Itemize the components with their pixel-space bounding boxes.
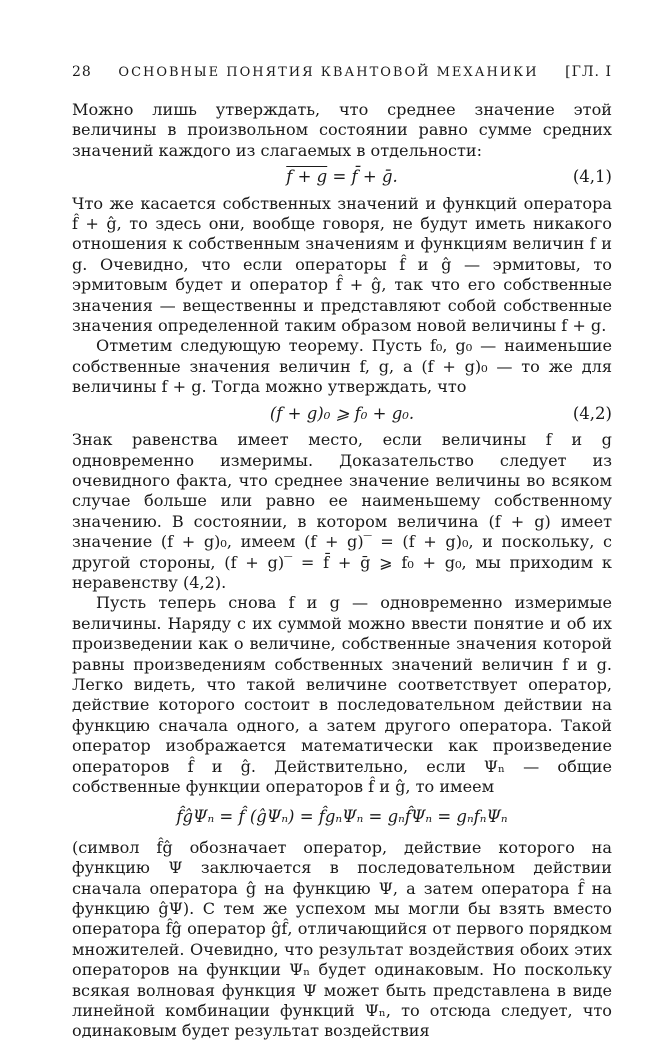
equation-4-2-number: (4,2) (572, 403, 612, 423)
equation-product (72, 807, 612, 827)
equation-4-1-lhs: f + g (286, 167, 328, 187)
equation-4-1 (72, 167, 612, 187)
equation-4-1-rhs: = f̄ + ḡ. (327, 167, 398, 187)
book-page (72, 64, 612, 1042)
equation-product-text: f̂ĝΨₙ = f̂ (ĝΨₙ) = f̂gₙΨₙ = gₙf̂Ψₙ = gₙfₙΨₙ (176, 807, 508, 827)
running-title: ОСНОВНЫЕ ПОНЯТИЯ КВАНТОВОЙ МЕХАНИКИ (118, 65, 539, 80)
paragraph-3: Отметим следующую теорему. Пусть f₀, g₀ — наименьшие собственные значения величин f, g, а (f + g)₀ — то же для величины f + g. Тогда можно утверждать, что (72, 336, 612, 397)
paragraph-6: (символ f̂ĝ обозначает оператор, действие которого на функцию Ψ заключается в последовательном действии сначала оператора ĝ на функцию Ψ, а затем оператора f̂ на функцию ĝΨ). С тем же успехом мы могли бы взять вместо оператора f̂ĝ оператор ĝf̂, отличающийся от первого порядком множителей. Очевидно, что результат воздействия обоих этих операторов на функции Ψₙ будет одинаковым. Но поскольку всякая волновая функция Ψ может быть представлена в виде линейной комбинации функций Ψₙ, то отсюда следует, что одинаковым будет результат воздействия (72, 837, 612, 1041)
chapter-reference: [ГЛ. I (565, 64, 612, 80)
running-header (72, 64, 612, 80)
equation-4-1-number: (4,1) (572, 167, 612, 187)
paragraph-4: Знак равенства имеет место, если величины f и g одновременно измеримы. Доказательство следует из очевидного факта, что среднее значение величины во всяком случае больше или равно ее наименьшему собственному значению. В состоянии, в котором величина (f + g) имеет значение (f + g)₀, имеем (f + g)‾ = (f + g)₀, и поскольку, с другой стороны, (f + g)‾ = f̄ + ḡ ⩾ f₀ + g₀, мы приходим к неравенству (4,2). (72, 430, 612, 592)
paragraph-2: Что же касается собственных значений и функций оператора f̂ + ĝ, то здесь они, вообще говоря, не будут иметь никакого отношения к собственным значениям и функциям величин f и g. Очевидно, что если операторы f̂ и ĝ — эрмитовы, то эрмитовым будет и оператор f̂ + ĝ, так что его собственные значения — вещественны и представляют собой собственные значения определенной таким образом новой величины f + g. (72, 193, 612, 336)
equation-4-2-text: (f + g)₀ ⩾ f₀ + g₀. (269, 403, 415, 423)
equation-4-2 (72, 404, 612, 424)
paragraph-5: Пусть теперь снова f и g — одновременно измеримые величины. Наряду с их суммой можно ввести понятие и об их произведении как о величине, собственные значения которой равны произведениям собственных значений величин f и g. Легко видеть, что такой величине соответствует оператор, действие которого состоит в последовательном действии на функцию сначала одного, а затем другого оператора. Такой оператор изображается математически как произведение операторов f̂ и ĝ. Действительно, если Ψₙ — общие собственные функции операторов f̂ и ĝ, то имеем (72, 593, 612, 796)
paragraph-1: Можно лишь утверждать, что среднее значение этой величины в произвольном состоянии равно сумме средних значений каждого из слагаемых в отдельности: (72, 100, 612, 160)
page-number: 28 (72, 64, 92, 80)
